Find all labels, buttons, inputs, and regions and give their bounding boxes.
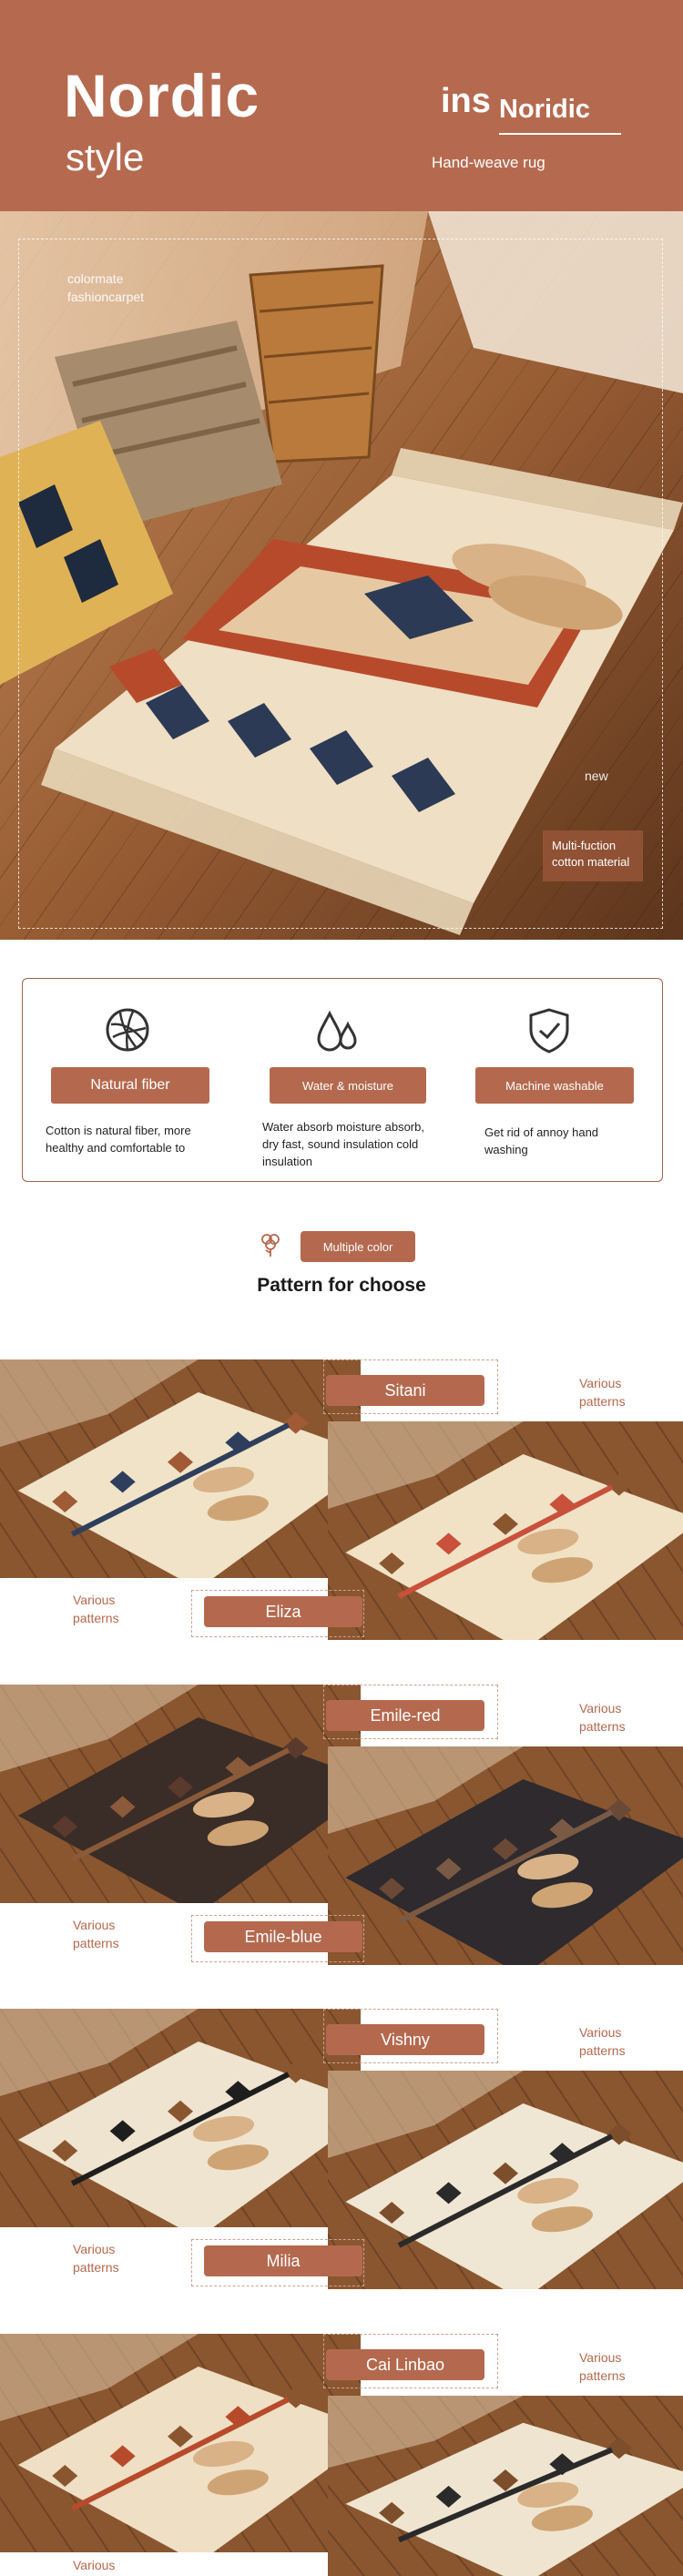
natural-fiber-desc bbox=[46, 1122, 228, 1156]
various-patterns-right bbox=[579, 2023, 626, 2060]
patterns-label: patterns bbox=[73, 1936, 119, 1950]
section-title: Pattern for choose bbox=[257, 1275, 426, 1296]
various-label: Various bbox=[579, 2350, 622, 2365]
various-patterns-right bbox=[579, 1374, 626, 1410]
water-drops-icon bbox=[311, 1004, 362, 1060]
pattern-name-right: Sitani bbox=[326, 1375, 484, 1406]
pattern-image-left bbox=[0, 2334, 361, 2552]
material-badge bbox=[543, 830, 643, 881]
various-label: Various bbox=[579, 1376, 622, 1390]
various-patterns-left bbox=[73, 2556, 115, 2574]
hero-tagline-line1: colormate bbox=[67, 271, 124, 286]
patterns-label: patterns bbox=[579, 2043, 626, 2058]
new-label: new bbox=[585, 769, 608, 783]
water-moisture-desc-line1: Water absorb moisture absorb, bbox=[262, 1120, 424, 1134]
pattern-image-right bbox=[328, 1421, 683, 1640]
various-patterns-left bbox=[73, 1591, 119, 1627]
hero-frame bbox=[18, 239, 663, 929]
water-moisture-desc-line3: insulation bbox=[262, 1155, 312, 1168]
various-patterns-right bbox=[579, 1699, 626, 1736]
hero-tagline-line2: fashioncarpet bbox=[67, 290, 145, 304]
water-moisture-label: Water & moisture bbox=[270, 1067, 426, 1104]
pattern-name-right: Vishny bbox=[326, 2024, 484, 2055]
various-patterns-left bbox=[73, 2240, 119, 2276]
water-moisture-desc bbox=[262, 1118, 454, 1170]
page-title: Nordic bbox=[64, 62, 260, 129]
brand-prefix: ins bbox=[441, 82, 491, 120]
pattern-image-left bbox=[0, 2009, 361, 2227]
machine-washable-desc bbox=[484, 1124, 648, 1158]
material-badge-line2: cotton material bbox=[552, 855, 630, 869]
various-label: Various bbox=[73, 1593, 116, 1607]
water-moisture-desc-line2: dry fast, sound insulation cold bbox=[262, 1137, 419, 1151]
yarn-ball-icon bbox=[102, 1004, 153, 1060]
pattern-image-left bbox=[0, 1359, 361, 1578]
pattern-name-left: Eliza bbox=[204, 1596, 362, 1627]
pattern-name-right: Cai Linbao bbox=[326, 2349, 484, 2380]
various-patterns-right bbox=[579, 2348, 626, 2385]
pattern-name-left: Emile-blue bbox=[204, 1921, 362, 1952]
pattern-name-right: Emile-red bbox=[326, 1700, 484, 1731]
machine-washable-desc-line1: Get rid of annoy hand bbox=[484, 1125, 599, 1139]
header-tagline: Hand-weave rug bbox=[432, 154, 545, 171]
pattern-image-left bbox=[0, 1685, 361, 1903]
brand-underline bbox=[499, 133, 621, 135]
patterns-label: patterns bbox=[579, 1394, 626, 1409]
patterns-label: patterns bbox=[579, 2368, 626, 2383]
hero-tagline bbox=[67, 270, 144, 306]
material-badge-line1: Multi-fuction bbox=[552, 839, 617, 852]
pattern-image-right bbox=[328, 2071, 683, 2289]
patterns-label: patterns bbox=[579, 1719, 626, 1734]
machine-washable-label: Machine washable bbox=[475, 1067, 634, 1104]
various-patterns-left bbox=[73, 1916, 119, 1952]
pattern-name-left: Milia bbox=[204, 2245, 362, 2276]
natural-fiber-desc-line1: Cotton is natural fiber, more bbox=[46, 1124, 191, 1137]
patterns-label: patterns bbox=[73, 1611, 119, 1625]
natural-fiber-label: Natural fiber bbox=[51, 1067, 209, 1104]
various-label: Various bbox=[73, 1918, 116, 1932]
multiple-color-button: Multiple color bbox=[301, 1231, 415, 1262]
machine-washable-desc-line2: washing bbox=[484, 1143, 528, 1156]
brand-name: Noridic bbox=[499, 95, 590, 124]
patterns-label: patterns bbox=[73, 2260, 119, 2275]
pattern-image-right bbox=[328, 2396, 683, 2576]
cotton-flower-icon bbox=[257, 1231, 284, 1258]
shield-check-icon bbox=[524, 1004, 575, 1060]
pattern-image-right bbox=[328, 1746, 683, 1965]
natural-fiber-desc-line2: healthy and comfortable to bbox=[46, 1141, 186, 1155]
various-label: Various bbox=[579, 2025, 622, 2040]
various-label: Various bbox=[579, 1701, 622, 1716]
various-label: Various bbox=[73, 2558, 116, 2572]
various-label: Various bbox=[73, 2242, 116, 2256]
page-subtitle: style bbox=[66, 136, 145, 178]
